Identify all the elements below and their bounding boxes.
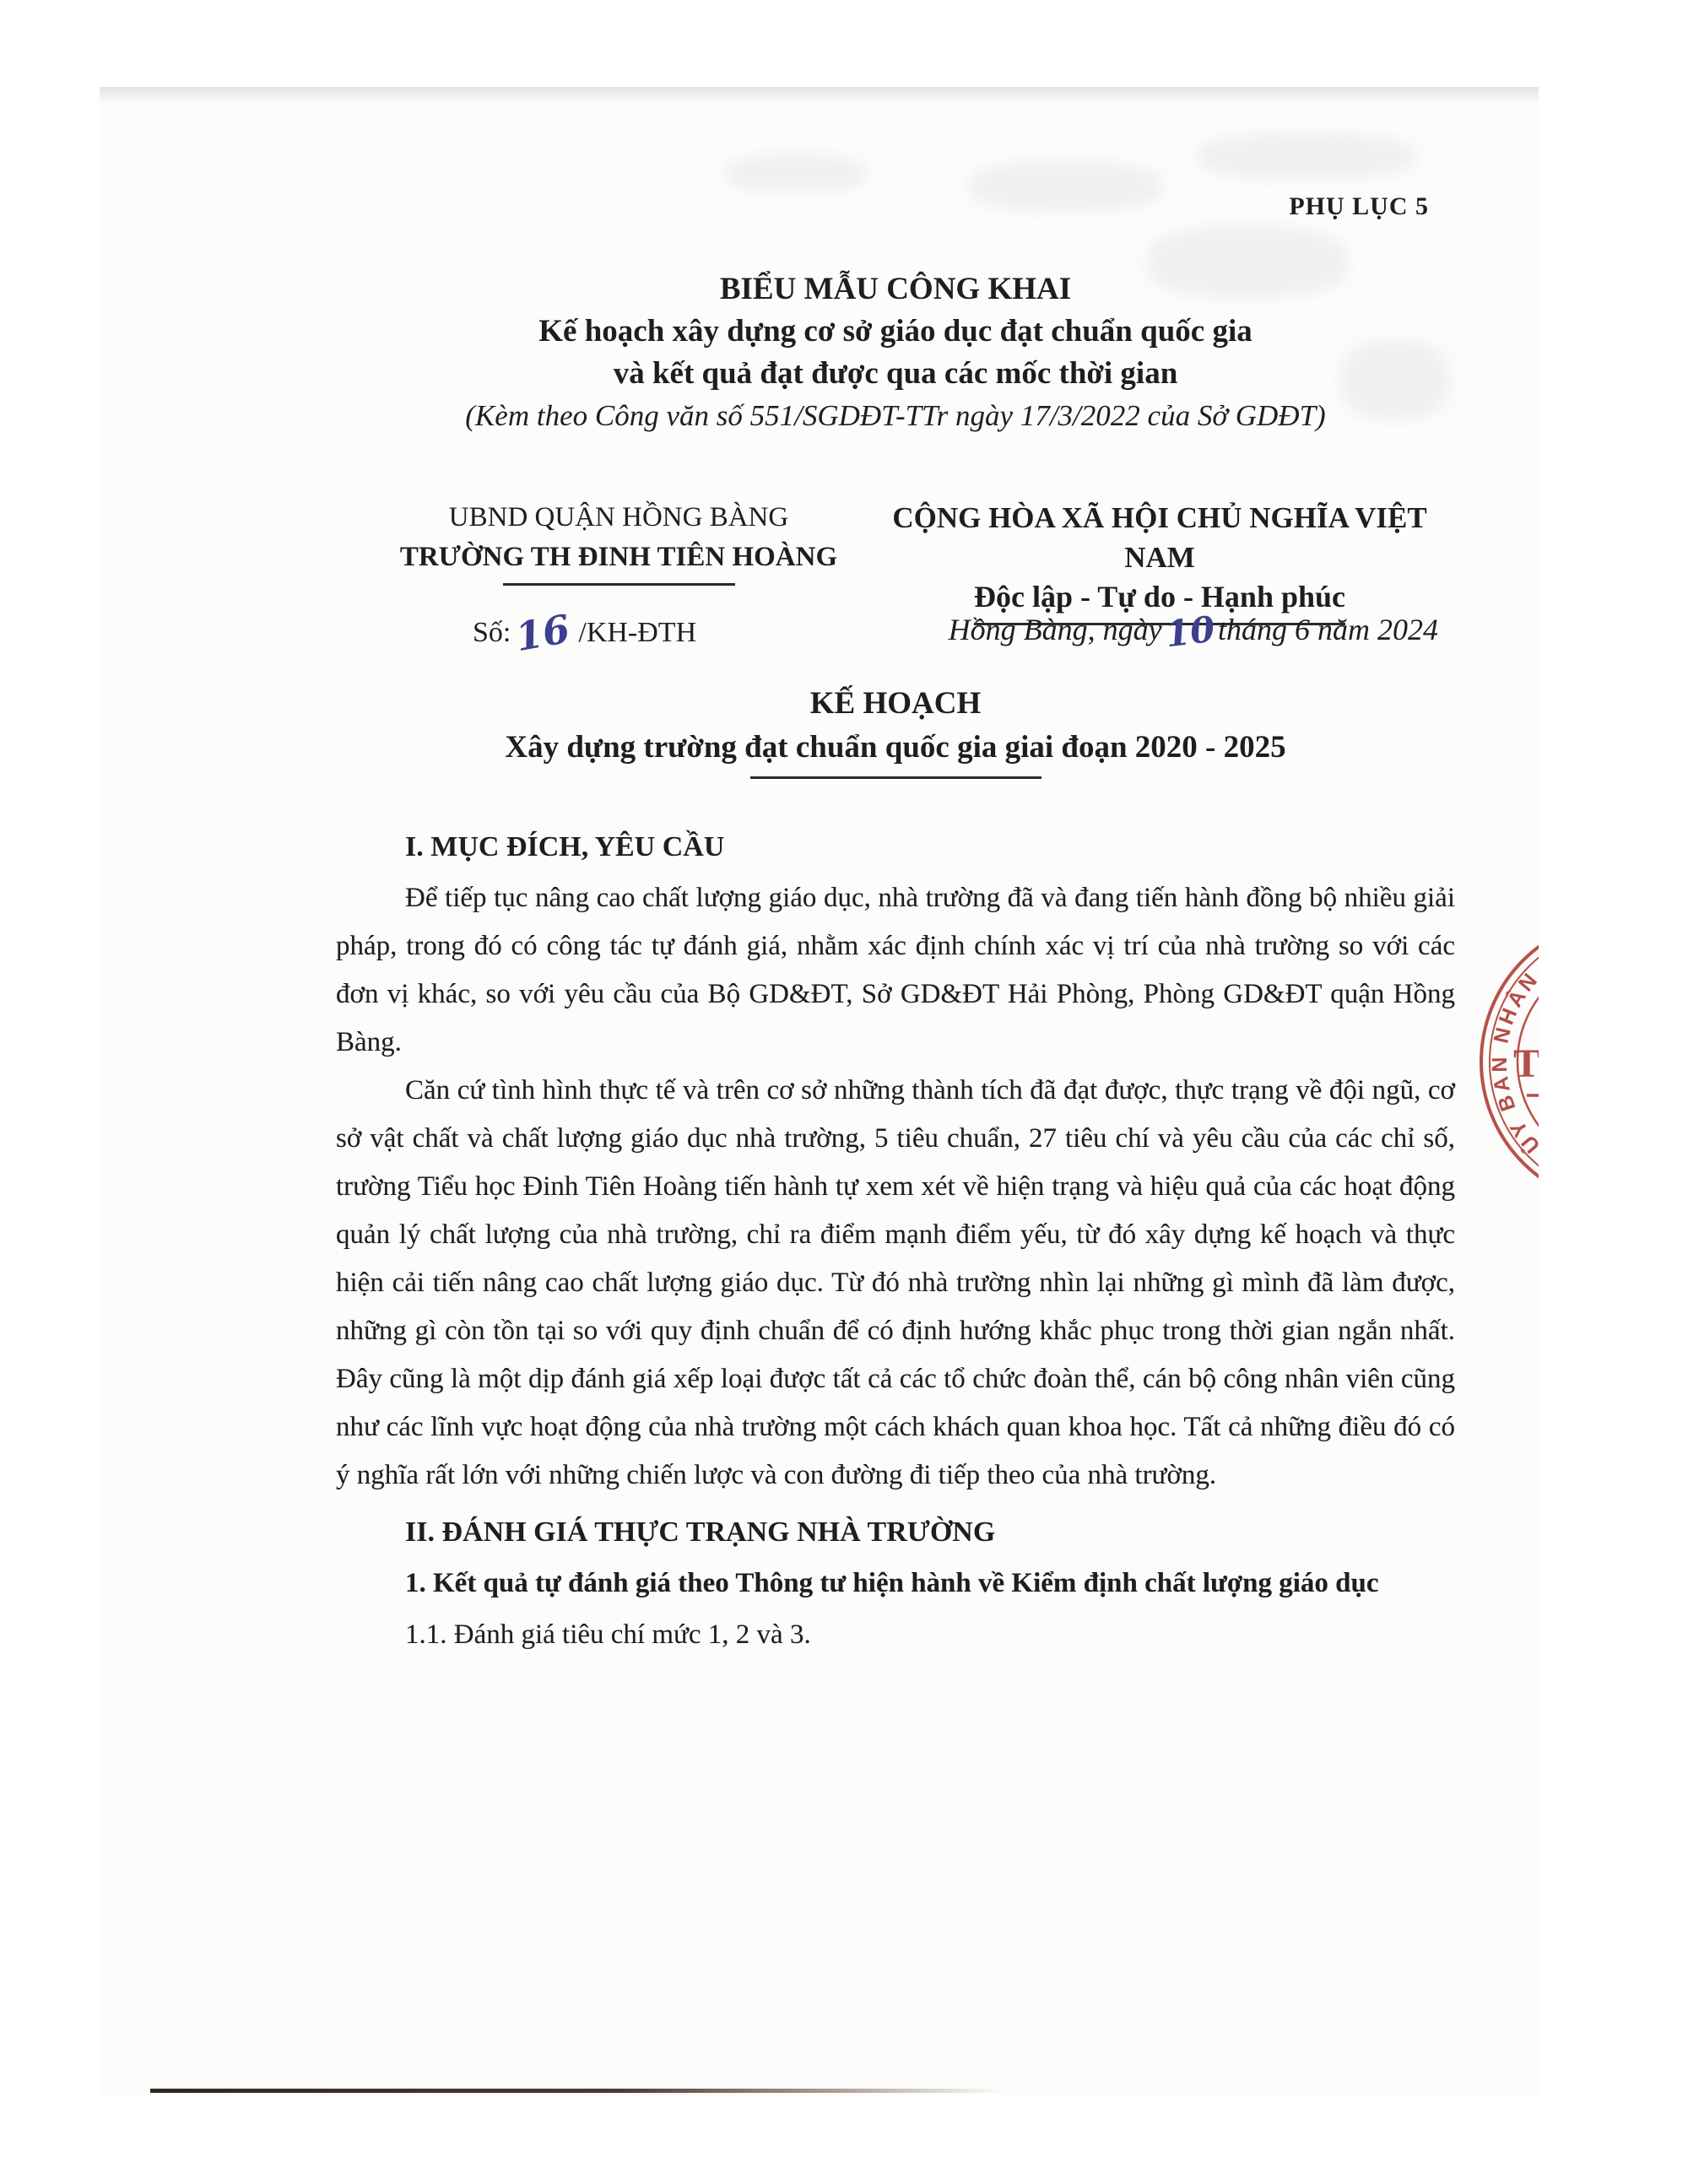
form-title-line3: và kết quả đạt được qua các mốc thời gian	[613, 356, 1178, 391]
plan-title-underline	[750, 776, 1041, 779]
reference-number-line	[473, 605, 697, 661]
document-header	[336, 498, 1455, 625]
scanned-page	[100, 87, 1646, 2095]
org-school-name: TRƯỜNG TH ĐINH TIÊN HOÀNG	[399, 542, 838, 572]
plan-subtitle: Xây dựng trường đạt chuẩn quốc gia giai đoạn 2020 - 2025	[505, 730, 1286, 765]
scan-ghosting-artifact	[724, 154, 868, 192]
reference-suffix: /KH-ĐTH	[578, 617, 697, 648]
national-title: CỘNG HÒA XÃ HỘI CHỦ NGHĨA VIỆT NAM	[892, 501, 1427, 574]
form-title-attachment-note: (Kèm theo Công văn số 551/SGDĐT-TTr ngày 17/3/2022 của Sở GDĐT)	[465, 399, 1326, 432]
appendix-label: PHỤ LỤC 5	[1289, 192, 1429, 220]
org-underline	[503, 583, 735, 586]
form-title-line2: Kế hoạch xây dựng cơ sở giáo dục đạt chuẩn quốc gia	[538, 314, 1252, 349]
national-motto: Độc lập - Tự do - Hạnh phúc	[973, 580, 1346, 614]
national-header-block	[864, 498, 1455, 625]
round-seal-stamp	[1473, 910, 1646, 1214]
form-title-block	[336, 268, 1455, 437]
document-body	[336, 823, 1455, 1659]
dateline-suffix: tháng 6 năm 2024	[1218, 613, 1438, 646]
section-1-heading: I. MỤC ĐÍCH, YÊU CẦU	[405, 831, 725, 862]
reference-date-row	[336, 605, 1455, 671]
issuing-org-block	[382, 498, 855, 625]
scan-ghosting-artifact	[969, 161, 1163, 212]
plan-title-block	[336, 682, 1455, 779]
place-date-line	[948, 608, 1438, 656]
dateline-prefix: Hồng Bàng, ngày	[948, 613, 1162, 646]
reference-label: Số:	[473, 617, 511, 648]
handwritten-day: 10	[1162, 608, 1217, 656]
stamp-center-letter: T	[1513, 1041, 1541, 1086]
handwritten-reference-number: 16	[512, 605, 574, 661]
form-title-line1: BIỂU MẪU CÔNG KHAI	[719, 272, 1072, 306]
scan-ghosting-artifact	[1197, 133, 1416, 180]
section-1-paragraph-2: Căn cứ tình hình thực tế và trên cơ sở những thành tích đã đạt được, thực trạng về đội ngũ, cơ sở vật chất và chất lượng giáo dục nhà trường, 5 tiêu chuẩn, 27 tiêu chí và yêu cầu của các chỉ số, trường Tiểu học Đinh Tiên Hoàng tiến hành tự xem xét về hiện trạng và hiệu quả của các hoạt động quản lý chất lượng của nhà trường, chỉ ra điểm mạnh điểm yếu, từ đó xây dựng kế hoạch và thực hiện cải tiến nâng cao chất lượng giáo dục. Từ đó nhà trường nhìn lại những gì mình đã làm được, những gì còn tồn tại so với quy định chuẩn để có định hướng khắc phục trong thời gian ngắn nhất. Đây cũng là một dịp đánh giá xếp loại được tất cả các tổ chức đoàn thể, cán bộ công nhân viên cũng như các lĩnh vực hoạt động của nhà trường một cách khách quan khoa học. Tất cả những điều đó có ý nghĩa rất lớn với những chiến lược và con đường đi tiếp theo của nhà trường.	[336, 1075, 1455, 1490]
page-edge-scan-line	[150, 2089, 1003, 2093]
org-parent-name: UBND QUẬN HỒNG BÀNG	[448, 502, 789, 532]
section-2-item-1-1: 1.1. Đánh giá tiêu chí mức 1, 2 và 3.	[405, 1619, 811, 1650]
plan-title: KẾ HOẠCH	[809, 686, 982, 721]
section-1-paragraph-1: Để tiếp tục nâng cao chất lượng giáo dục, nhà trường đã và đang tiến hành đồng bộ nhiều giải pháp, trong đó có công tác tự đánh giá, nhằm xác định chính xác vị trí của nhà trường so với các đơn vị khác, so với yêu cầu của Bộ GD&ĐT, Sở GD&ĐT Hải Phòng, Phòng GD&ĐT quận Hồng Bàng.	[336, 883, 1455, 1057]
section-2-heading: II. ĐÁNH GIÁ THỰC TRẠNG NHÀ TRƯỜNG	[405, 1516, 996, 1548]
section-2-item-1: 1. Kết quả tự đánh giá theo Thông tư hiện hành về Kiểm định chất lượng giáo dục	[405, 1568, 1379, 1598]
stamp-ring-text: ỦY BAN NHÂN DÂN QU	[1487, 924, 1646, 1158]
